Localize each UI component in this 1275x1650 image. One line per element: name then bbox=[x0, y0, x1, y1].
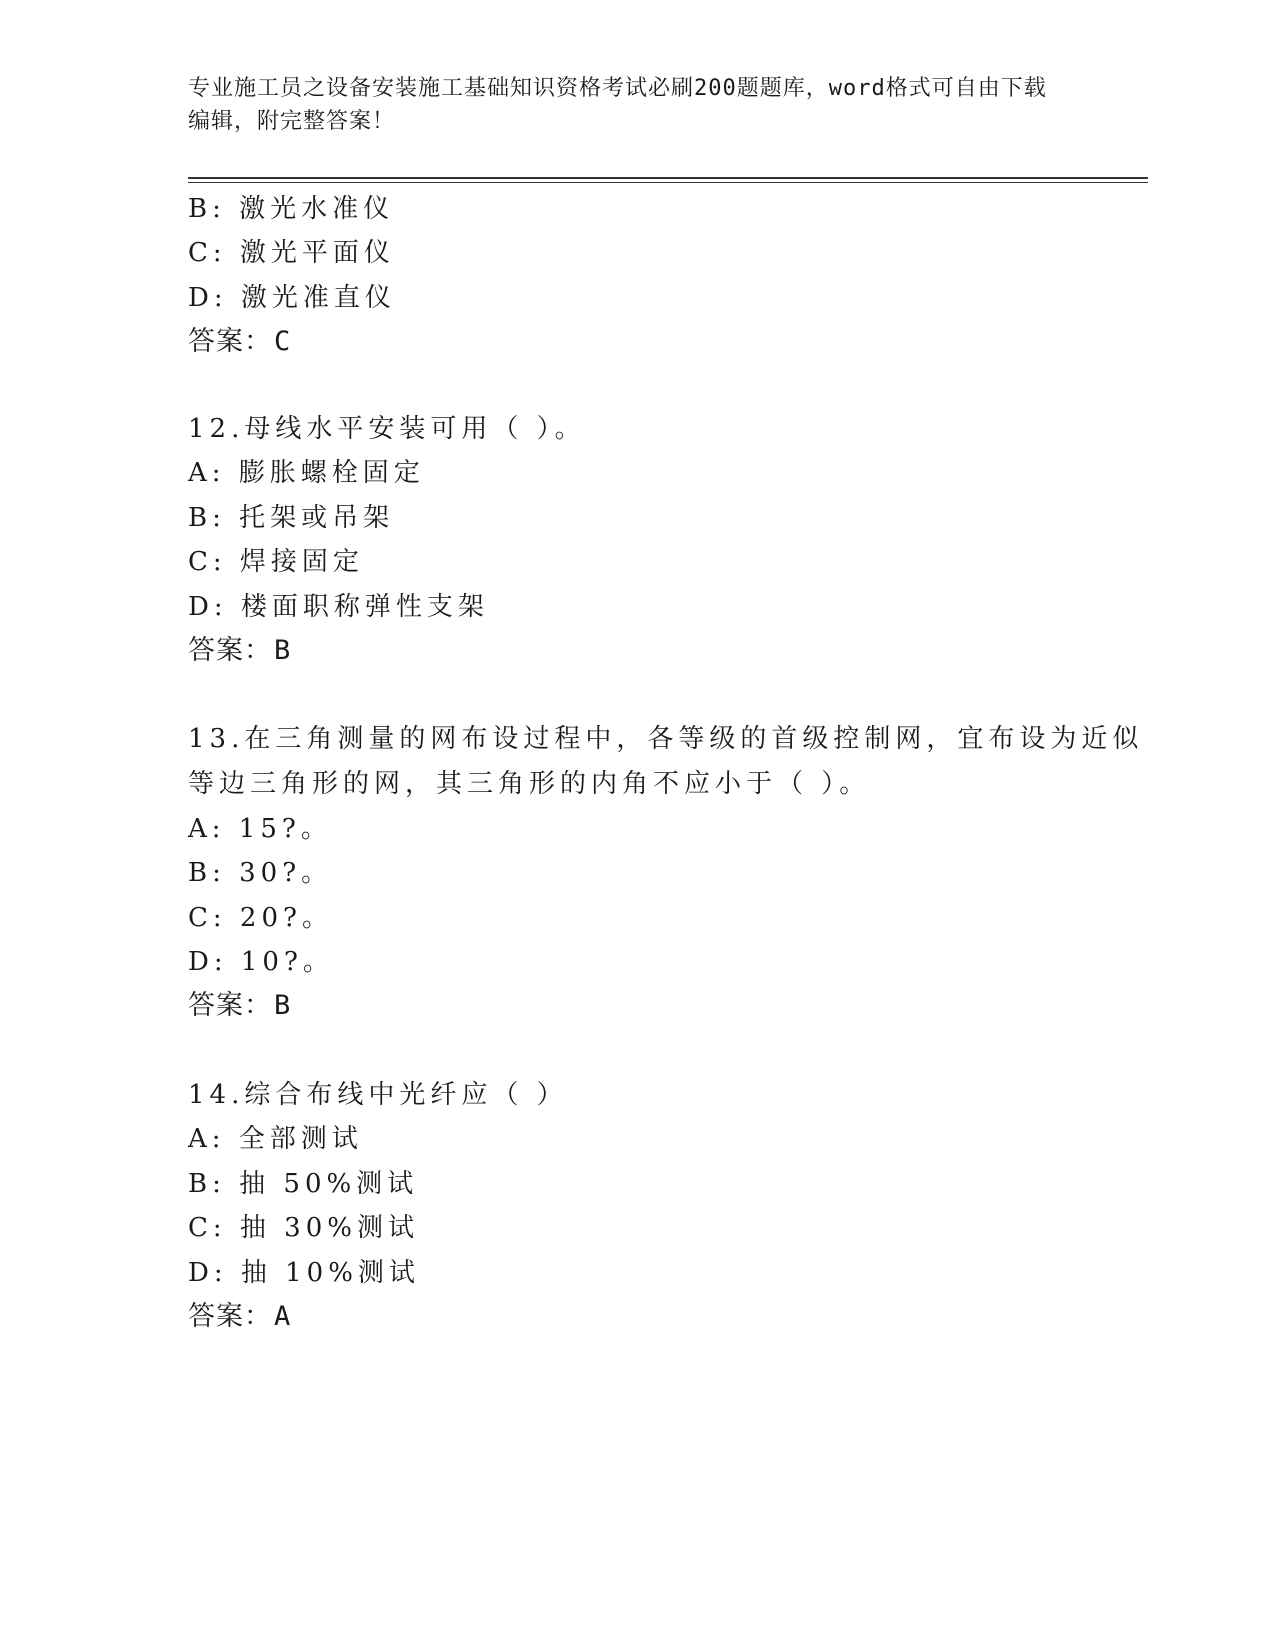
q14-option-a: A: 全部测试 bbox=[188, 1124, 363, 1154]
header-rule-thick bbox=[188, 177, 1148, 179]
q13-option-c: C: 20?。 bbox=[188, 903, 333, 933]
q12-stem: 12.母线水平安装可用（ ）。 bbox=[188, 414, 586, 444]
q14-option-b: B: 抽 50%测试 bbox=[188, 1169, 419, 1199]
q14-answer bbox=[188, 1300, 291, 1334]
q11-option-b: B: 激光水准仪 bbox=[188, 194, 395, 224]
q12-option-a: A: 膨胀螺栓固定 bbox=[188, 458, 425, 488]
q12-option-d: D: 楼面职称弹性支架 bbox=[188, 592, 489, 622]
q11-option-c: C: 激光平面仪 bbox=[188, 238, 395, 268]
q12-option-b: B: 托架或吊架 bbox=[188, 503, 395, 533]
document-header: 专业施工员之设备安装施工基础知识资格考试必刷200题题库，word格式可自由下载编辑，附完整答案！ bbox=[188, 76, 1047, 134]
q13-answer bbox=[188, 989, 291, 1023]
q12-option-c: C: 焊接固定 bbox=[188, 547, 364, 577]
answer-value: A bbox=[274, 1301, 292, 1332]
q11-answer bbox=[188, 325, 291, 359]
answer-label: 答案： bbox=[188, 635, 272, 666]
q14-option-c: C: 抽 30%测试 bbox=[188, 1213, 419, 1243]
answer-label: 答案： bbox=[188, 326, 272, 357]
q13-stem-line-2: 等边三角形的网，其三角形的内角不应小于（ ）。 bbox=[188, 769, 871, 799]
answer-value: B bbox=[274, 990, 292, 1021]
q14-option-d: D: 抽 10%测试 bbox=[188, 1258, 420, 1288]
answer-label: 答案： bbox=[188, 1301, 272, 1332]
answer-value: B bbox=[274, 635, 292, 666]
header-rule-thin bbox=[188, 182, 1148, 183]
answer-label: 答案： bbox=[188, 990, 272, 1021]
answer-value: C bbox=[274, 326, 292, 357]
q12-answer bbox=[188, 634, 291, 668]
q14-stem: 14.综合布线中光纤应（ ） bbox=[188, 1080, 568, 1110]
q13-option-b: B: 30?。 bbox=[188, 858, 333, 888]
q13-option-d: D: 10?。 bbox=[188, 947, 334, 977]
q13-option-a: A: 15?。 bbox=[188, 814, 332, 844]
q11-option-d: D: 激光准直仪 bbox=[188, 283, 396, 313]
q13-stem-line-1: 13.在三角测量的网布设过程中，各等级的首级控制网，宜布设为近似 bbox=[188, 724, 1144, 754]
